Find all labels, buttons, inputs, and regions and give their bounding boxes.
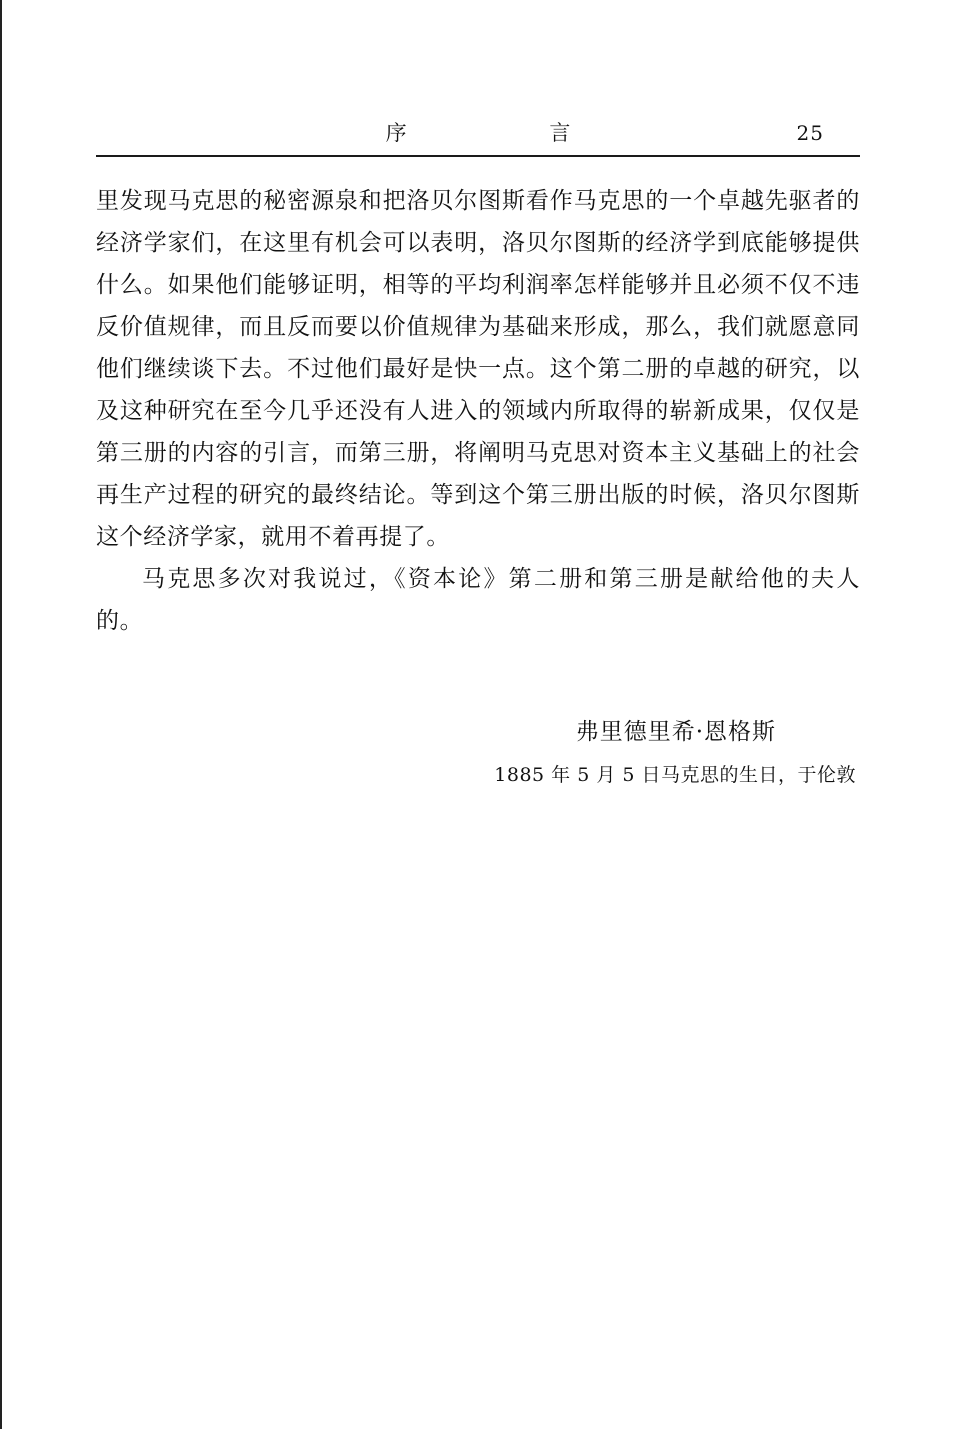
page-number: 25 bbox=[796, 121, 824, 145]
header-rule bbox=[96, 155, 860, 157]
body-text bbox=[96, 180, 860, 642]
page-left-edge bbox=[0, 0, 2, 1429]
running-title: 序 言 bbox=[385, 121, 639, 145]
dateline: 1885 年 5 月 5 日马克思的生日，于伦敦 bbox=[494, 764, 856, 786]
paragraph-continuation: 里发现马克思的秘密源泉和把洛贝尔图斯看作马克思的一个卓越先驱者的经济学家们，在这里有机会可以表明，洛贝尔图斯的经济学到底能够提供什么。如果他们能够证明，相等的平均利润率怎样能够并且必须不仅不违反价值规律，而且反而要以价值规律为基础来形成，那么，我们就愿意同他们继续谈下去。不过他们最好是快一点。这个第二册的卓越的研究，以及这种研究在至今几乎还没有人进入的领域内所取得的崭新成果，仅仅是第三册的内容的引言，而第三册，将阐明马克思对资本主义基础上的社会再生产过程的研究的最终结论。等到这个第三册出版的时候，洛贝尔图斯这个经济学家，就用不着再提了。 bbox=[96, 188, 860, 550]
author-signature: 弗里德里希·恩格斯 bbox=[575, 719, 776, 745]
paragraph-dedication: 马克思多次对我说过，《资本论》第二册和第三册是献给他的夫人的。 bbox=[96, 566, 860, 634]
running-header bbox=[96, 118, 860, 158]
